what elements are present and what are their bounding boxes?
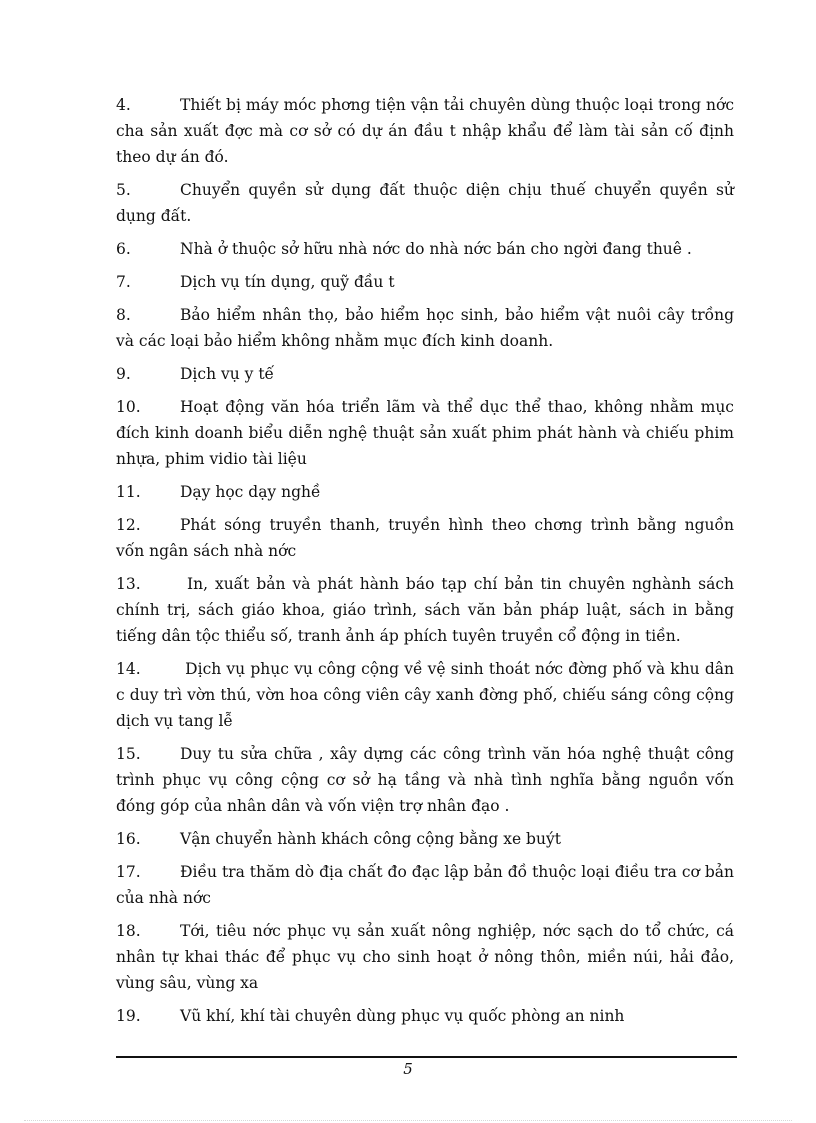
item-text: Điều tra thăm dò địa chất đo đạc lập bản đồ thuộc loại điều tra cơ bản của nhà nớc [116,863,734,907]
item-number: 19. [116,1007,141,1025]
item-number: 15. [116,745,141,763]
item-text: In, xuất bản và phát hành báo tạp chí bản tin chuyên nghành sách chính trị, sách giáo khoa, giáo trình, sách văn bản pháp luật, sách in bằng tiếng dân tộc thiểu số, tranh ảnh áp phích tuyên truyền cổ động in tiền. [116,575,734,645]
list-item [116,859,734,911]
item-text: Phát sóng truyền thanh, truyền hình theo chơng trình bằng nguồn vốn ngân sách nhà nớc [116,516,734,560]
item-number: 18. [116,922,141,940]
footer-rule [116,1056,737,1058]
item-number: 17. [116,863,141,881]
list-item [116,302,734,354]
list-item [116,177,734,229]
list-item [116,394,734,472]
list-item [116,479,734,505]
list-item [116,236,734,262]
item-number: 7. [116,273,131,291]
item-text: Chuyển quyền sử dụng đất thuộc diện chịu thuế chuyển quyền sử dụng đất. [116,181,734,225]
list-item [116,92,734,170]
item-text: Hoạt động văn hóa triển lãm và thể dục thể thao, không nhằm mục đích kinh doanh biểu diễn nghệ thuật sản xuất phim phát hành và chiếu phim nhựa, phim vidio tài liệu [116,398,734,468]
list-item [116,571,734,649]
item-number: 16. [116,830,141,848]
list-item [116,826,734,852]
item-text: Vận chuyển hành khách công cộng bằng xe buýt [180,830,561,848]
item-number: 8. [116,306,131,324]
item-text: Vũ khí, khí tài chuyên dùng phục vụ quốc phòng an ninh [180,1007,625,1025]
item-text: Duy tu sửa chữa , xây dựng các công trình văn hóa nghệ thuật công trình phục vụ công cộng cơ sở hạ tầng và nhà tình nghĩa bằng nguồn vốn đóng góp của nhân dân và vốn viện trợ nhân đạo . [116,745,734,815]
item-text: Tới, tiêu nớc phục vụ sản xuất nông nghiệp, nớc sạch do tổ chức, cá nhân tự khai thác để phục vụ cho sinh hoạt ở nông thôn, miền núi, hải đảo, vùng sâu, vùng xa [116,922,734,992]
item-number: 10. [116,398,141,416]
item-text: Dịch vụ phục vụ công cộng về vệ sinh thoát nớc đờng phố và khu dân c duy trì vờn thú, vờn hoa công viên cây xanh đờng phố, chiếu sáng công cộng dịch vụ tang lễ [116,660,734,730]
item-number: 14. [116,660,141,678]
item-number: 11. [116,483,141,501]
list-item [116,656,734,734]
item-text: Bảo hiểm nhân thọ, bảo hiểm học sinh, bảo hiểm vật nuôi cây trồng và các loại bảo hiểm không nhằm mục đích kinh doanh. [116,306,734,350]
list-item [116,361,734,387]
list-item [116,741,734,819]
item-text: Thiết bị máy móc phơng tiện vận tải chuyên dùng thuộc loại trong nớc cha sản xuất đợc mà cơ sở có dự án đầu t nhập khẩu để làm tài sản cố định theo dự án đó. [116,96,734,166]
item-number: 9. [116,365,131,383]
page-number: 5 [403,1060,413,1078]
item-number: 5. [116,181,131,199]
list-item [116,918,734,996]
item-number: 4. [116,96,131,114]
item-text: Dịch vụ tín dụng, quỹ đầu t [180,273,395,291]
item-number: 13. [116,575,141,593]
item-text: Dịch vụ y tế [180,365,275,383]
page-edge-divider [24,1120,792,1121]
item-number: 12. [116,516,141,534]
document-body [116,92,734,1036]
list-item [116,512,734,564]
item-text: Dạy học dạy nghề [180,483,321,501]
list-item [116,1003,734,1029]
item-text: Nhà ở thuộc sở hữu nhà nớc do nhà nớc bán cho ngời đang thuê . [180,240,692,258]
list-item [116,269,734,295]
item-number: 6. [116,240,131,258]
